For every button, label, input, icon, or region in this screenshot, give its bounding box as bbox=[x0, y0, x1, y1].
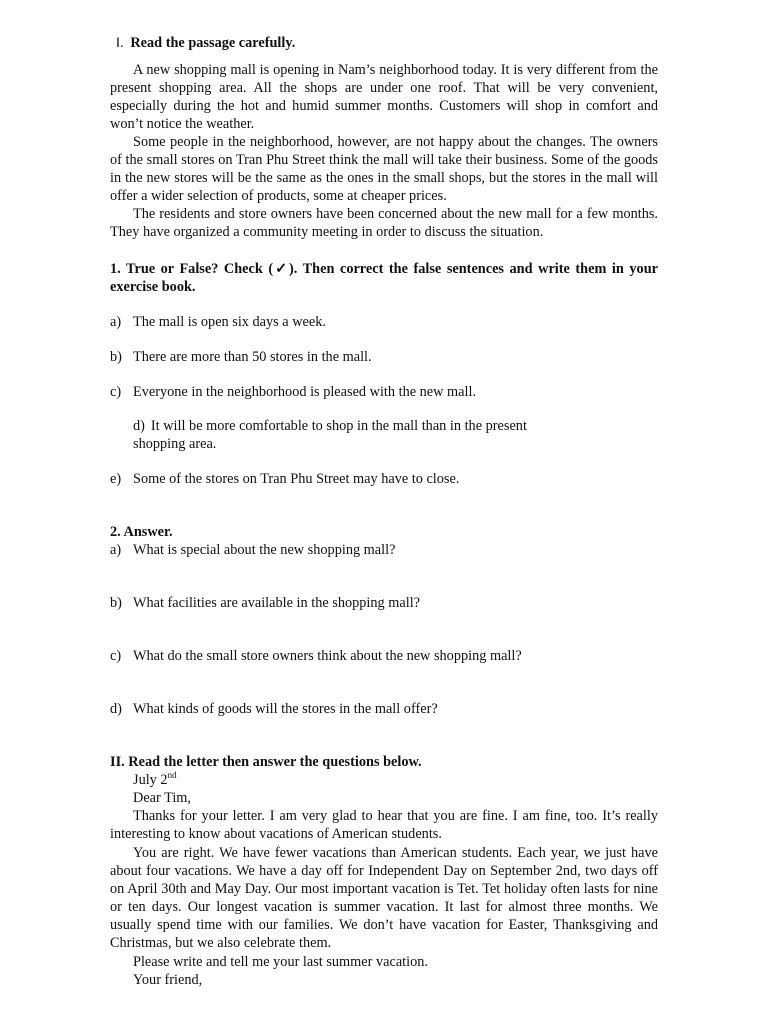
section-1-title bbox=[116, 33, 295, 52]
section-1-title-text: Read the passage carefully. bbox=[130, 35, 296, 51]
item-label: a) bbox=[110, 542, 122, 558]
true-false-item-a bbox=[110, 313, 326, 331]
exercise-2-heading: 2. Answer. bbox=[110, 524, 173, 540]
true-false-item-e bbox=[110, 470, 459, 488]
letter-closing: Your friend, bbox=[133, 972, 203, 988]
passage-paragraph-1: A new shopping mall is opening in Nam’s neighborhood today. It is very different from the present shopping area. All the shops are under one roof. That will be very convenient, especially during the hot and humid summer months. Customers will shop in comfort and won’t notice the weather. bbox=[110, 62, 658, 132]
letter-date-suffix: nd bbox=[167, 770, 177, 780]
item-label: d) bbox=[110, 701, 122, 717]
item-label: d) bbox=[133, 418, 145, 434]
section-1-number: I. bbox=[116, 34, 124, 50]
true-false-item-d bbox=[133, 417, 533, 453]
passage-paragraph-3: The residents and store owners have been concerned about the new mall for a few months. They have organized a community meeting in order to discuss the situation. bbox=[110, 206, 658, 240]
item-label: b) bbox=[110, 595, 122, 611]
answer-question-a bbox=[110, 541, 395, 559]
passage-paragraph-2: Some people in the neighborhood, however, are not happy about the changes. The owners of the small stores on Tran Phu Street think the mall will take their business. Some of the goods in the new stores will be the same as the ones in the small shops, but the stores in the mall will offer a wider selection of products, some at cheaper prices. bbox=[110, 134, 658, 204]
item-text: Everyone in the neighborhood is pleased with the new mall. bbox=[133, 384, 477, 400]
item-text: It will be more comfortable to shop in the mall than in the present shopping area. bbox=[133, 418, 527, 452]
answer-question-b bbox=[110, 594, 420, 612]
letter-date-text: July 2 bbox=[133, 772, 168, 788]
item-text: What facilities are available in the shopping mall? bbox=[133, 595, 421, 611]
item-label: c) bbox=[110, 648, 122, 664]
letter-paragraph-1: Thanks for your letter. I am very glad to hear that you are fine. I am fine, too. It’s really interesting to know about vacations of American students. bbox=[110, 808, 658, 842]
letter-greeting: Dear Tim, bbox=[133, 790, 191, 806]
exercise-1-heading: 1. True or False? Check (✓). Then correct the false sentences and write them in your exercise book. bbox=[110, 261, 658, 295]
answer-question-d bbox=[110, 700, 438, 718]
letter-paragraph-3: Please write and tell me your last summer vacation. bbox=[133, 954, 428, 970]
item-text: Some of the stores on Tran Phu Street may have to close. bbox=[133, 471, 460, 487]
item-label: a) bbox=[110, 314, 122, 330]
item-text: There are more than 50 stores in the mall. bbox=[133, 349, 372, 365]
item-text: What do the small store owners think about the new shopping mall? bbox=[133, 648, 522, 664]
item-text: What is special about the new shopping mall? bbox=[133, 542, 396, 558]
true-false-item-c bbox=[110, 383, 476, 401]
item-label: e) bbox=[110, 471, 122, 487]
answer-question-c bbox=[110, 647, 522, 665]
section-2-heading: II. Read the letter then answer the questions below. bbox=[110, 754, 422, 770]
item-text: What kinds of goods will the stores in the mall offer? bbox=[133, 701, 438, 717]
item-label: c) bbox=[110, 384, 122, 400]
item-label: b) bbox=[110, 349, 122, 365]
true-false-item-b bbox=[110, 348, 372, 366]
letter-paragraph-2: You are right. We have fewer vacations than American students. Each year, we just have about four vacations. We have a day off for Independent Day on September 2nd, two days off on April 30th and May Day. Our most important vacation is Tet. Tet holiday often lasts for nine or ten days. Our longest vacation is summer vacation. It last for almost three months. We usually spend time with our families. We don’t have vacation for Easter, Thanksgiving and Christmas, but we also celebrate them. bbox=[110, 845, 658, 951]
letter-date bbox=[133, 771, 177, 789]
item-text: The mall is open six days a week. bbox=[133, 314, 326, 330]
